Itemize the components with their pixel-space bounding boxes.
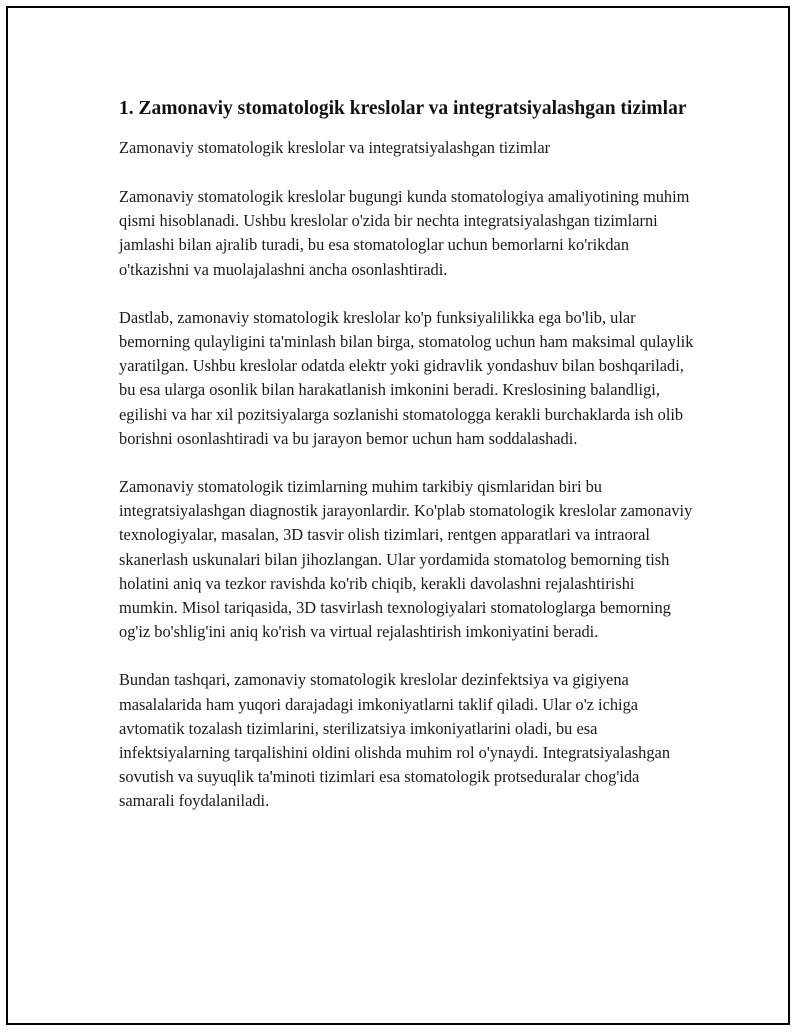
paragraph-functionality: Dastlab, zamonaviy stomatologik kreslolar ko'p funksiyalilikka ega bo'lib, ular bemorning qulayligini ta'minlash bilan birga, stomatolog uchun ham maksimal qulaylik yaratilgan. Ushbu kreslolar odatda elektr yoki gidravlik yondashuv bilan boshqariladi, bu esa ularga osonlik bilan harakatlanish imkonini beradi. Kreslosining balandligi, egilishi va har xil pozitsiyalarga sozlanishi stomatologga kerakli burchaklarda ish olib borishni osonlashtiradi va bu jarayon bemor uchun ham soddalashadi. bbox=[119, 307, 694, 448]
document-page bbox=[6, 6, 790, 1025]
document-content bbox=[119, 96, 694, 838]
paragraph-diagnostics: Zamonaviy stomatologik tizimlarning muhim tarkibiy qismlaridan biri bu integratsiyalashgan diagnostik jarayonlardir. Ko'plab stomatologik kreslolar zamonaviy texnologiyalar, masalan, 3D tasvir olish tizimlari, rentgen apparatlari va intraoral skanerlash uskunalari bilan jihozlangan. Ular yordamida stomatolog bemorning tish holatini aniq va tezkor ravishda ko'rib chiqib, kerakli davolashni rejalashtirishi mumkin. Misol tariqasida, 3D tasvirlash texnologiyalari stomatologlarga bemorning og'iz bo'shlig'ini aniq ko'rish va virtual rejalashtirish imkoniyatini beradi. bbox=[119, 477, 693, 642]
page-title: 1. Zamonaviy stomatologik kreslolar va integratsiyalashgan tizimlar bbox=[119, 98, 687, 119]
section-subtitle: Zamonaviy stomatologik kreslolar va integratsiyalashgan tizimlar bbox=[119, 138, 551, 157]
paragraph-intro: Zamonaviy stomatologik kreslolar bugungi kunda stomatologiya amaliyotining muhim qismi hisoblanadi. Ushbu kreslolar o'zida bir nechta integratsiyalashgan tizimlarni jamlashi bilan ajralib turadi, bu esa stomatologlar uchun bemorlarni ko'rikdan o'tkazishni va muolajalashni ancha osonlashtiradi. bbox=[119, 187, 690, 279]
paragraph-hygiene: Bundan tashqari, zamonaviy stomatologik kreslolar dezinfektsiya va gigiyena masalalarida ham yuqori darajadagi imkoniyatlarni taklif qiladi. Ular o'z ichiga avtomatik tozalash tizimlarini, sterilizatsiya imkoniyatlarini oladi, bu esa infektsiyalarning tarqalishini oldini olishda muhim rol o'ynaydi. Integratsiyalashgan sovutish va suyuqlik ta'minoti tizimlari esa stomatologik protseduralar chog'ida samarali foydalaniladi. bbox=[119, 670, 671, 811]
